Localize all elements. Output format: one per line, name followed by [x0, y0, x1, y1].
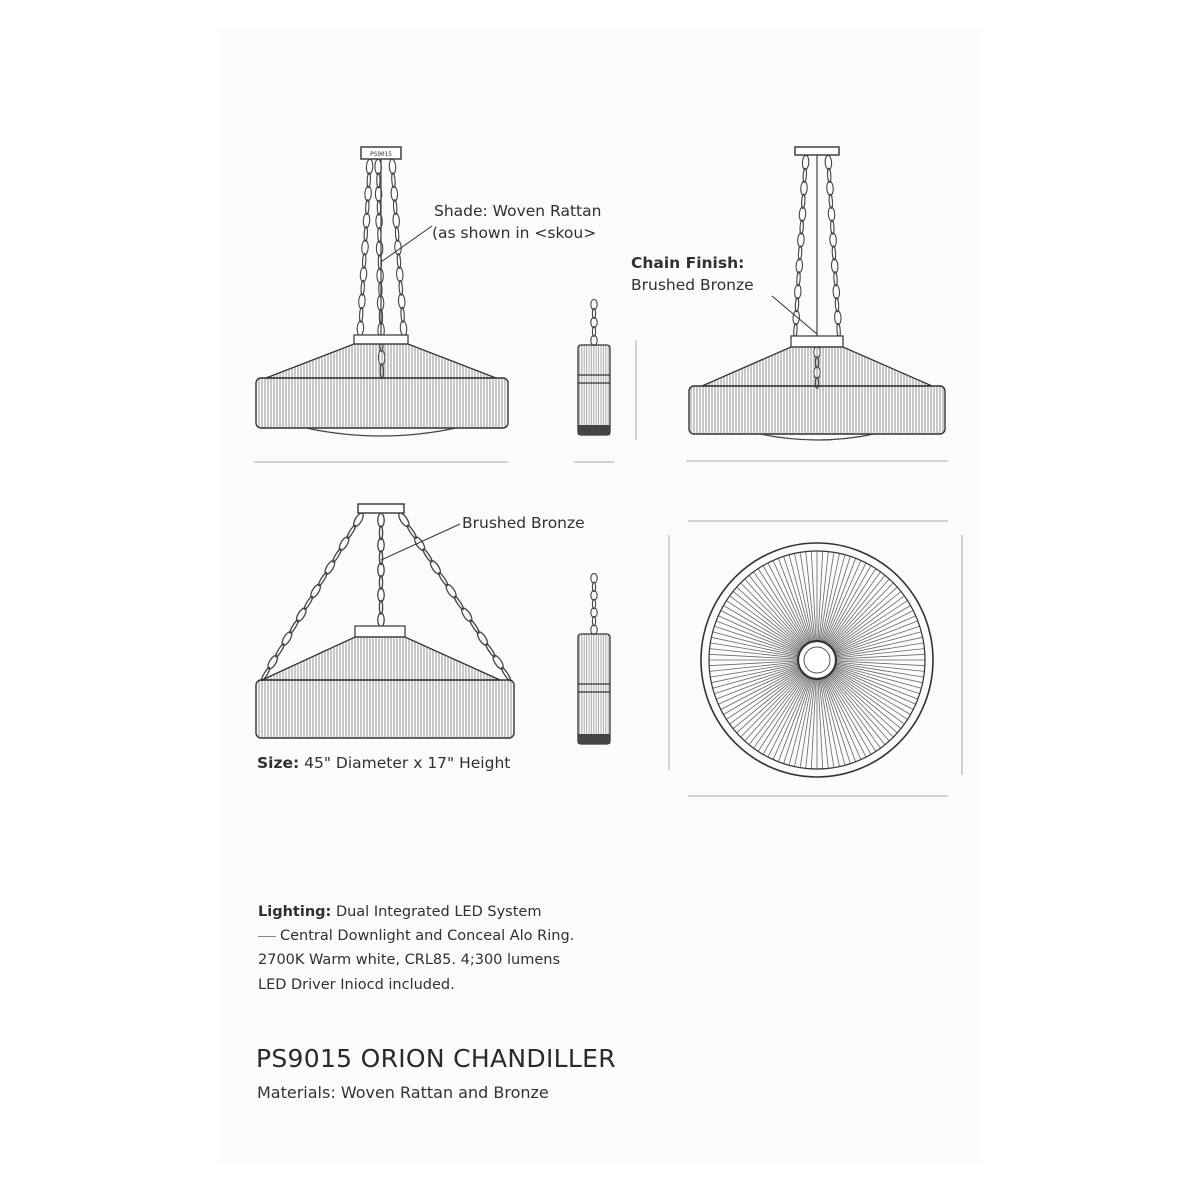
- spoke: [714, 626, 798, 654]
- spoke: [823, 556, 850, 641]
- lighting-line1: Lighting: Dual Integrated LED System: [258, 904, 542, 920]
- chain-link: [361, 240, 368, 255]
- front-elevation-right-view: [686, 147, 948, 461]
- chain-link: [401, 307, 405, 322]
- chain-finish-heading: Chain Finish:: [631, 254, 745, 272]
- chain-link: [376, 241, 383, 256]
- chain-link: [393, 200, 397, 215]
- chain-link: [831, 259, 838, 274]
- chain-link: [358, 294, 365, 309]
- chain-link: [396, 267, 403, 282]
- chain-link: [391, 186, 398, 201]
- chain-link: [591, 625, 597, 634]
- shade-callout-line1: Shade: Woven Rattan: [434, 202, 602, 220]
- chain-link: [795, 298, 799, 312]
- perspective-view: [256, 504, 514, 738]
- materials-line: Materials: Woven Rattan and Bronze: [257, 1083, 549, 1102]
- lighting-line3: 2700K Warm white, CRL85. 4;300 lumens: [258, 952, 561, 968]
- front-elevation-view: [254, 147, 508, 462]
- chain-link: [833, 285, 840, 300]
- plan-view: [669, 521, 962, 796]
- spoke: [823, 679, 850, 764]
- chain-link: [796, 272, 800, 286]
- chain-link: [389, 159, 396, 174]
- chain-link: [827, 168, 831, 182]
- chain-link: [829, 194, 833, 208]
- canopy: [358, 504, 404, 513]
- chain-link: [379, 526, 382, 540]
- chain-link: [826, 181, 833, 196]
- chain-link: [377, 200, 380, 215]
- chain-finish-value: Brushed Bronze: [631, 276, 754, 294]
- chain-link: [379, 576, 382, 590]
- chain-link: [379, 551, 382, 565]
- shade-leader: [381, 226, 432, 262]
- bronze-leader: [381, 524, 460, 560]
- chain-link: [832, 246, 836, 260]
- chain: [591, 300, 597, 346]
- spoke: [714, 666, 798, 694]
- side-drum: [578, 345, 610, 435]
- chain-link: [357, 321, 364, 336]
- chain-link: [399, 280, 403, 295]
- chain-link: [378, 588, 384, 602]
- chain-link: [833, 272, 837, 286]
- product-title: PS9015 ORION CHANDILLER: [256, 1044, 616, 1073]
- chain-link: [592, 599, 595, 608]
- shade-cone: [262, 637, 500, 680]
- chain-link: [365, 200, 369, 215]
- spoke: [836, 666, 920, 694]
- chain-link: [830, 220, 834, 234]
- chain-link: [397, 254, 401, 269]
- chain-link: [393, 213, 400, 228]
- chain-link: [363, 213, 370, 228]
- chain-link: [378, 538, 384, 552]
- canopy-stamp: PS9015: [370, 151, 392, 158]
- chain-link: [794, 285, 801, 300]
- chain-link: [835, 298, 839, 312]
- spoke: [784, 556, 811, 641]
- spoke: [836, 626, 920, 654]
- chain-link: [400, 321, 407, 336]
- chain-link: [829, 233, 836, 248]
- chain-link: [800, 181, 807, 196]
- chain-link: [828, 207, 835, 222]
- chain-link: [377, 268, 384, 283]
- chain-link: [802, 155, 809, 170]
- shade-callout-line2: (as shown in <skou>: [432, 224, 597, 242]
- chain-link: [379, 601, 382, 615]
- chain-link: [360, 267, 367, 282]
- chain-link: [796, 259, 803, 274]
- chain-link: [378, 563, 384, 577]
- chain-link: [834, 310, 841, 325]
- chain-link: [394, 240, 401, 255]
- lighting-line2: Central Downlight and Conceal Alo Ring.: [258, 924, 574, 948]
- chain-link: [798, 246, 802, 260]
- canopy: [795, 147, 839, 155]
- shade-cone: [702, 347, 932, 386]
- chain-link: [391, 173, 395, 188]
- chain-link: [364, 186, 371, 201]
- chain-link: [801, 194, 805, 208]
- top-cap: [354, 335, 408, 344]
- chain-link: [359, 307, 363, 322]
- chain-link: [364, 227, 368, 242]
- chain-link: [803, 168, 807, 182]
- chain-link: [793, 310, 800, 325]
- chain-link: [797, 233, 804, 248]
- chain-link: [378, 613, 384, 627]
- diffuser-ring: [306, 428, 456, 436]
- chain-link: [361, 280, 365, 295]
- chain-link: [591, 574, 597, 583]
- shade-cone: [266, 344, 496, 378]
- bronze-callout: Brushed Bronze: [462, 514, 585, 532]
- shade-drum: [256, 680, 514, 738]
- chain-link: [362, 254, 366, 269]
- shade-drum: [689, 386, 945, 434]
- chain-link: [395, 227, 399, 242]
- chain-link: [799, 207, 806, 222]
- chain-link: [367, 173, 371, 188]
- chain-link: [366, 159, 373, 174]
- chain-link: [825, 155, 832, 170]
- side-elevation-lower-view: [578, 574, 610, 744]
- side-elevation-view: [574, 300, 636, 463]
- shade-drum: [256, 378, 508, 428]
- chain-link: [398, 294, 405, 309]
- chain-link: [377, 173, 380, 188]
- chain-link: [800, 220, 804, 234]
- size-spec: Size: 45" Diameter x 17" Height: [257, 754, 511, 772]
- spoke: [784, 679, 811, 764]
- lighting-line4: LED Driver Iniocd included.: [258, 977, 455, 993]
- chain-link: [378, 513, 384, 527]
